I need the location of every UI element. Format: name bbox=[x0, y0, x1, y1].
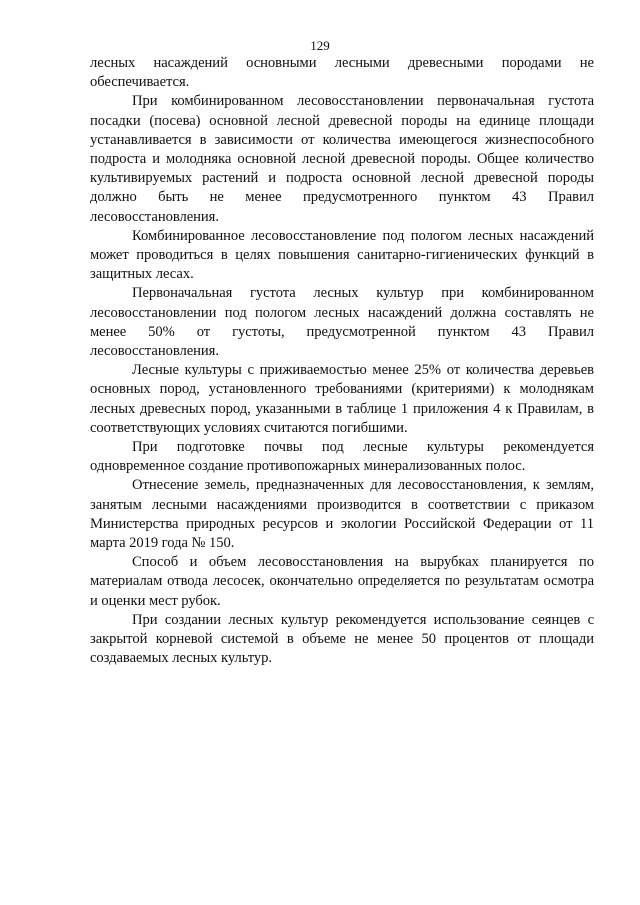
paragraph-soil-preparation: При подготовке почвы под лесные культуры рекомендуется одновременное создание противопожарных минерализованных полос. bbox=[90, 439, 594, 475]
paragraph-continued: лесных насаждений основными лесными древесными породами не обеспечивается. bbox=[90, 55, 594, 91]
paragraph-initial-density: Первоначальная густота лесных культур при комбинированном лесовосстановлении под пологом лесных насаждений должна составлять не менее 50% от густоты, предусмотренной пунктом 43 Правил лесовосстановления. bbox=[90, 285, 594, 360]
document-body bbox=[90, 54, 594, 669]
paragraph-under-canopy-reforestation: Комбинированное лесовосстановление под пологом лесных насаждений может проводиться в целях повышения санитарно-гигиенических функций в защитных лесах. bbox=[90, 227, 594, 283]
paragraph-seedlings: При создании лесных культур рекомендуется использование сеянцев с закрытой корневой системой в объеме не менее 50 процентов от площади создаваемых лесных культур. bbox=[90, 611, 594, 667]
paragraph-combined-reforestation-density: При комбинированном лесовосстановлении первоначальная густота посадки (посева) основной лесной древесной породы на единице площади устанавливается в зависимости от количества имеющегося жизнеспособного подроста и молодняка основной лесной древесной породы. Общее количество культивируемых растений и подроста основной лесной древесной породы должно быть не менее предусмотренного пунктом 43 Правил лесовосстановления. bbox=[90, 93, 594, 225]
paragraph-method-and-volume: Способ и объем лесовосстановления на вырубках планируется по материалам отвода лесосек, окончательно определяется по результатам осмотра и оценки мест рубок. bbox=[90, 554, 594, 609]
page-number: 129 bbox=[310, 38, 330, 53]
paragraph-survival-rate: Лесные культуры с приживаемостью менее 25% от количества деревьев основных пород, установленного требованиями (критериями) к молоднякам лесных древесных пород, указанными в таблице 1 приложения 4 к Правилам, в соответствующих условиях считаются погибшими. bbox=[90, 362, 594, 436]
paragraph-land-classification: Отнесение земель, предназначенных для лесовосстановления, к землям, занятым лесными насаждениями производится в соответствии с приказом Министерства природных ресурсов и экологии Российской Федерации от 11 марта 2019 года № 150. bbox=[90, 477, 594, 552]
